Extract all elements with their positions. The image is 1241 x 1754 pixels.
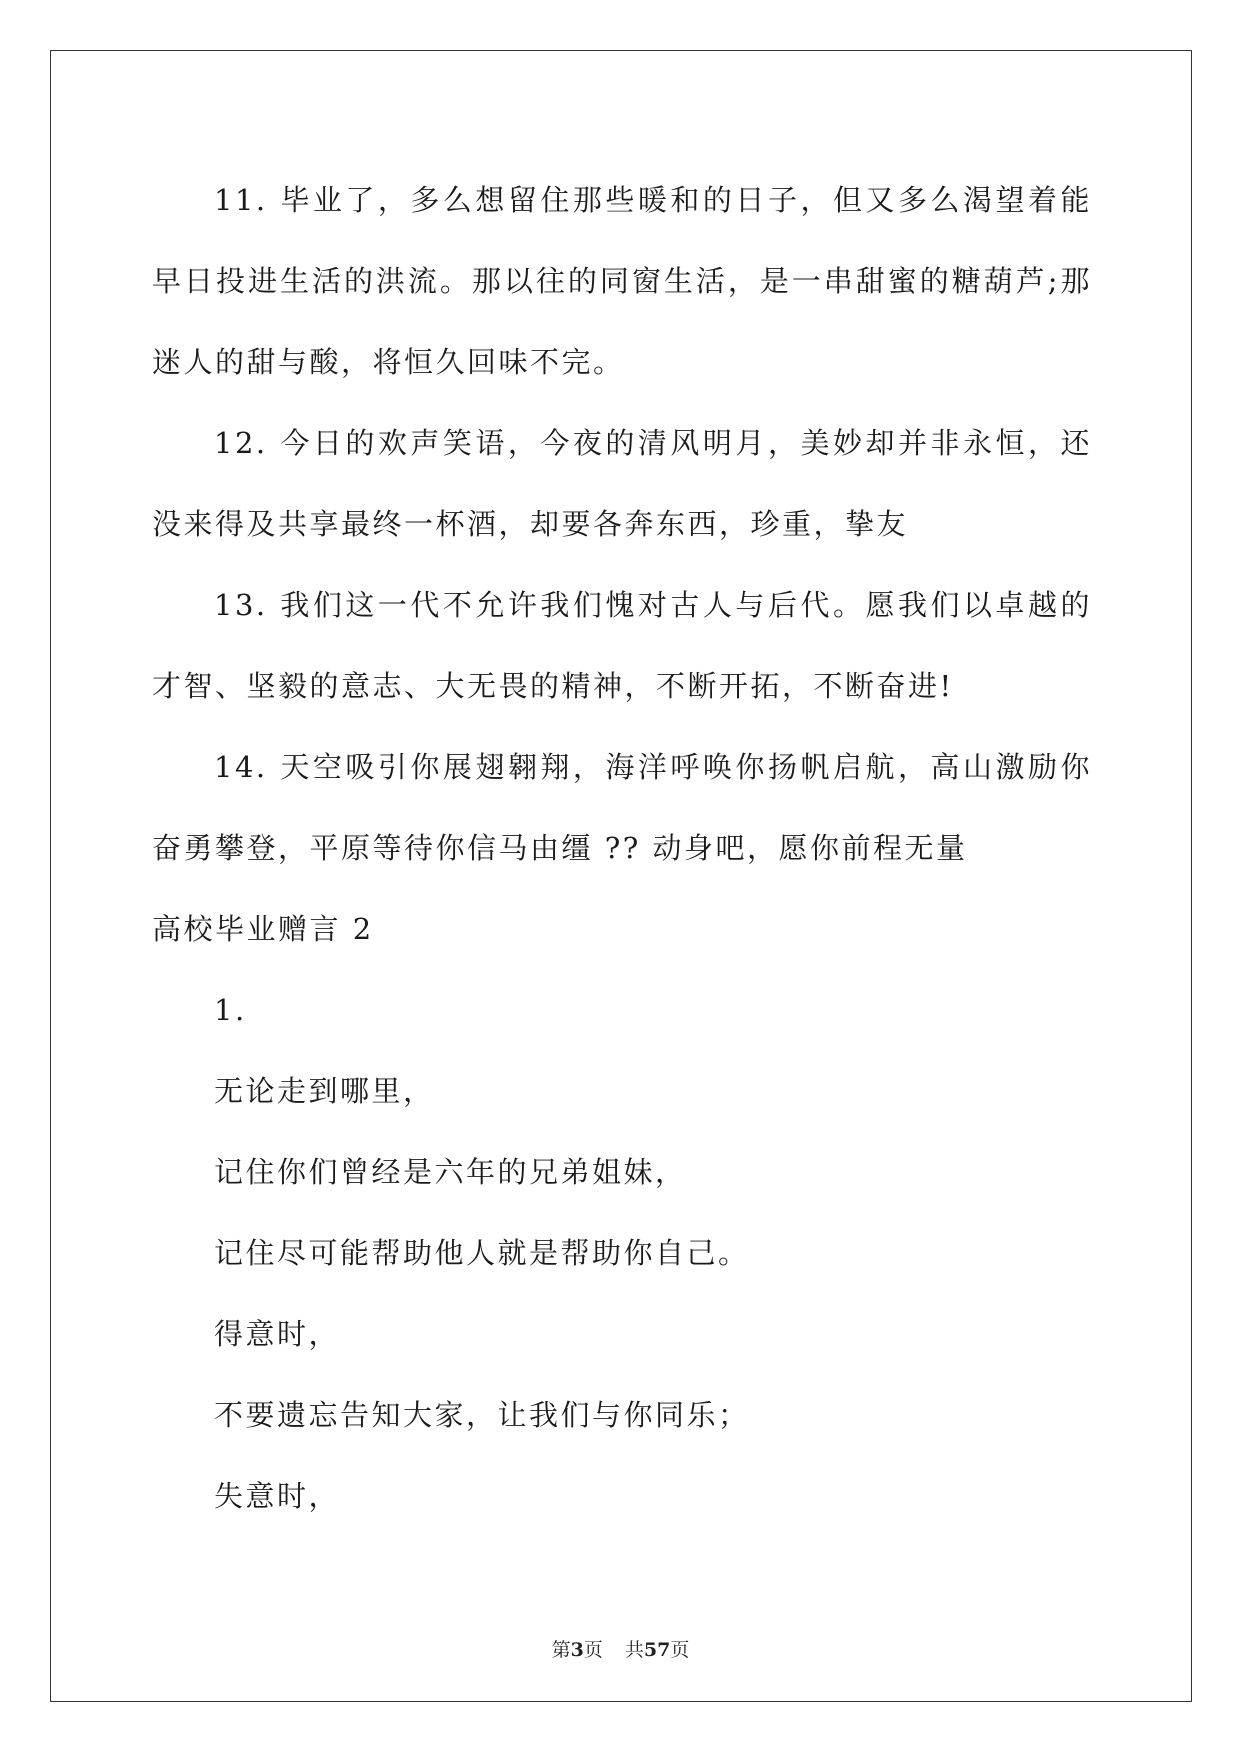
- paragraph-14: 14. 天空吸引你展翅翱翔，海洋呼唤你扬帆启航，高山激励你奋勇攀登，平原等待你信马由缰 ?? 动身吧，愿你前程无量: [152, 750, 1092, 865]
- footer-page-prefix: 第: [551, 1639, 571, 1661]
- footer-page-current: 3: [570, 1639, 584, 1661]
- document-body: [152, 160, 1092, 1537]
- section-line-1: 1.: [214, 993, 247, 1027]
- paragraph-13: 13. 我们这一代不允许我们愧对古人与后代。愿我们以卓越的才智、坚毅的意志、大无畏的精神，不断开拓，不断奋进!: [152, 588, 1092, 703]
- paragraph-12: 12. 今日的欢声笑语，今夜的清风明月，美妙却并非永恒，还没来得及共享最终一杯酒，却要各奔东西，珍重，挚友: [152, 426, 1092, 541]
- section-line-3: 记住你们曾经是六年的兄弟姐妹，: [214, 1155, 687, 1189]
- paragraph-11: 11. 毕业了，多么想留住那些暖和的日子，但又多么渴望着能早日投进生活的洪流。那以往的同窗生活，是一串甜蜜的糖葫芦;那迷人的甜与酸，将恒久回味不完。: [152, 183, 1092, 379]
- footer-total-suffix: 页: [670, 1639, 690, 1661]
- footer-page-suffix: 页: [583, 1639, 603, 1661]
- footer-total-prefix: 共: [624, 1639, 644, 1661]
- section-line-4: 记住尽可能帮助他人就是帮助你自己。: [214, 1236, 750, 1270]
- footer-page-total: 57: [643, 1639, 671, 1661]
- section-line-2: 无论走到哪里，: [214, 1074, 435, 1108]
- section-heading: 高校毕业赠言 2: [152, 912, 374, 946]
- section-line-5: 得意时，: [214, 1317, 341, 1351]
- section-line-6: 不要遗忘告知大家，让我们与你同乐；: [214, 1398, 750, 1432]
- page-footer: [0, 1635, 1241, 1662]
- section-line-7: 失意时，: [214, 1479, 341, 1513]
